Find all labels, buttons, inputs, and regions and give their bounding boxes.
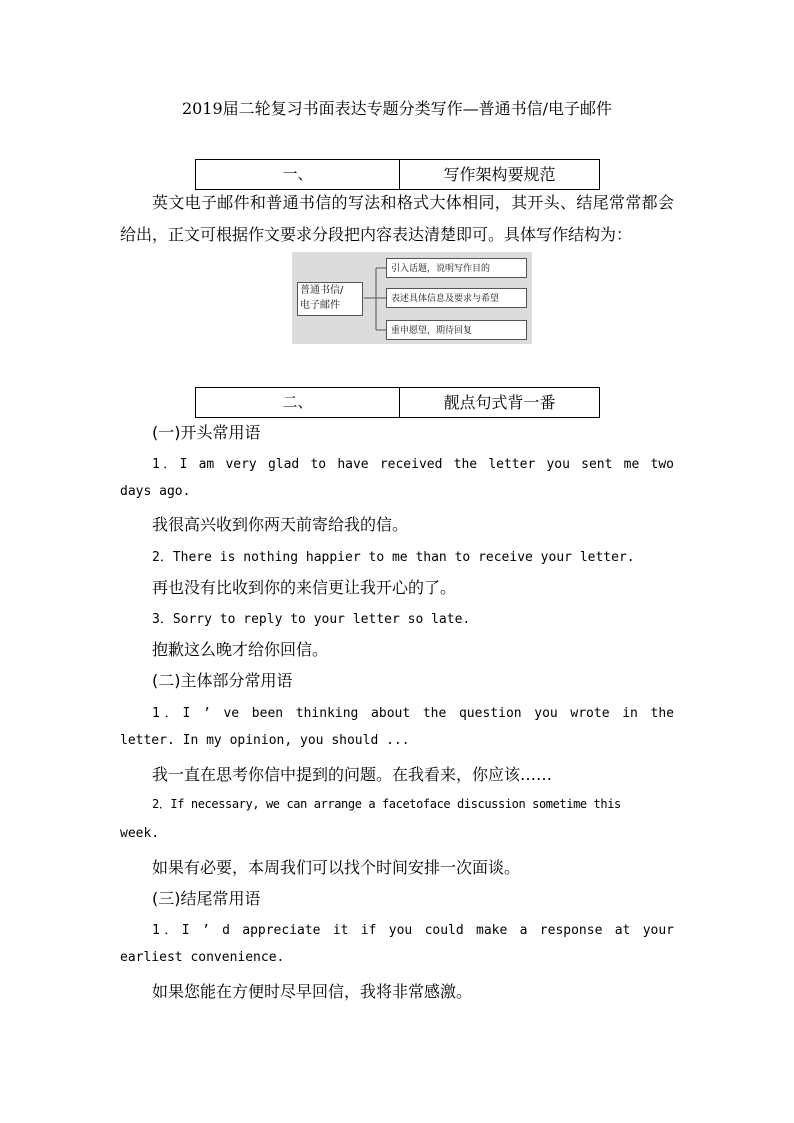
sentence-3-1-cn: 如果您能在方便时尽早回信，我将非常感激。 [152,982,473,1001]
sentence-1-1-en-cont: days ago. [120,484,191,499]
diagram-branch-2: 表述具体信息及要求与希望 [386,288,527,308]
sentence-1-1-en: 1．I am very glad to have received the letter you sent me two [152,457,674,472]
structure-diagram [292,252,532,344]
sentence-2-2-en: 2．If necessary, we can arrange a facetoface discussion sometime this [152,797,621,811]
diagram-root-line-2: 电子邮件 [300,300,340,311]
sentence-2-1-en-cont: letter. In my opinion, you should ... [120,733,410,748]
sentence-1-2-en: 2．There is nothing happier to me than to receive your letter. [152,550,635,565]
document-title: 2019届二轮复习书面表达专题分类写作—普通书信/电子邮件 [181,99,613,118]
sentence-3-1-en-cont: earliest convenience. [120,950,285,965]
section-number: 二、 [196,388,400,417]
subheading-closing: (三)结尾常用语 [152,889,261,908]
intro-line-2: 给出，正文可根据作文要求分段把内容表达清楚即可。具体写作结构为： [120,225,633,244]
sentence-3-1-en: 1．I ’ d appreciate it if you could make a response at your [152,923,674,938]
sentence-1-1-cn: 我很高兴收到你两天前寄给我的信。 [152,515,409,534]
sentence-2-1-en: 1．I ’ ve been thinking about the question you wrote in the [152,706,674,721]
section-header-2 [195,387,600,418]
sentence-2-2-cn: 如果有必要，本周我们可以找个时间安排一次面谈。 [152,858,521,877]
section-heading: 写作架构要规范 [443,165,556,184]
diagram-branch-1: 引入话题，说明写作目的 [386,258,527,278]
sentence-2-2-en-cont: week. [120,826,160,841]
sentence-1-3-cn: 抱歉这么晚才给你回信。 [152,640,329,659]
sentence-1-2-cn: 再也没有比收到你的来信更让我开心的了。 [152,578,457,597]
section-heading: 靓点句式背一番 [443,393,556,412]
section-header-1 [195,159,600,190]
intro-line-1: 英文电子邮件和普通书信的写法和格式大体相同，其开头、结尾常常都会 [152,193,674,212]
section-number: 一、 [196,160,400,189]
diagram-root-line-1: 普通书信/ [300,285,344,296]
subheading-opening: (一)开头常用语 [152,423,261,442]
sentence-2-1-cn: 我一直在思考你信中提到的问题。在我看来，你应该…… [152,765,553,784]
diagram-root-box [297,282,363,316]
sentence-1-3-en: 3．Sorry to reply to your letter so late. [152,612,471,627]
diagram-branch-3: 重申愿望，期待回复 [386,320,527,340]
subheading-body: (二)主体部分常用语 [152,671,293,690]
